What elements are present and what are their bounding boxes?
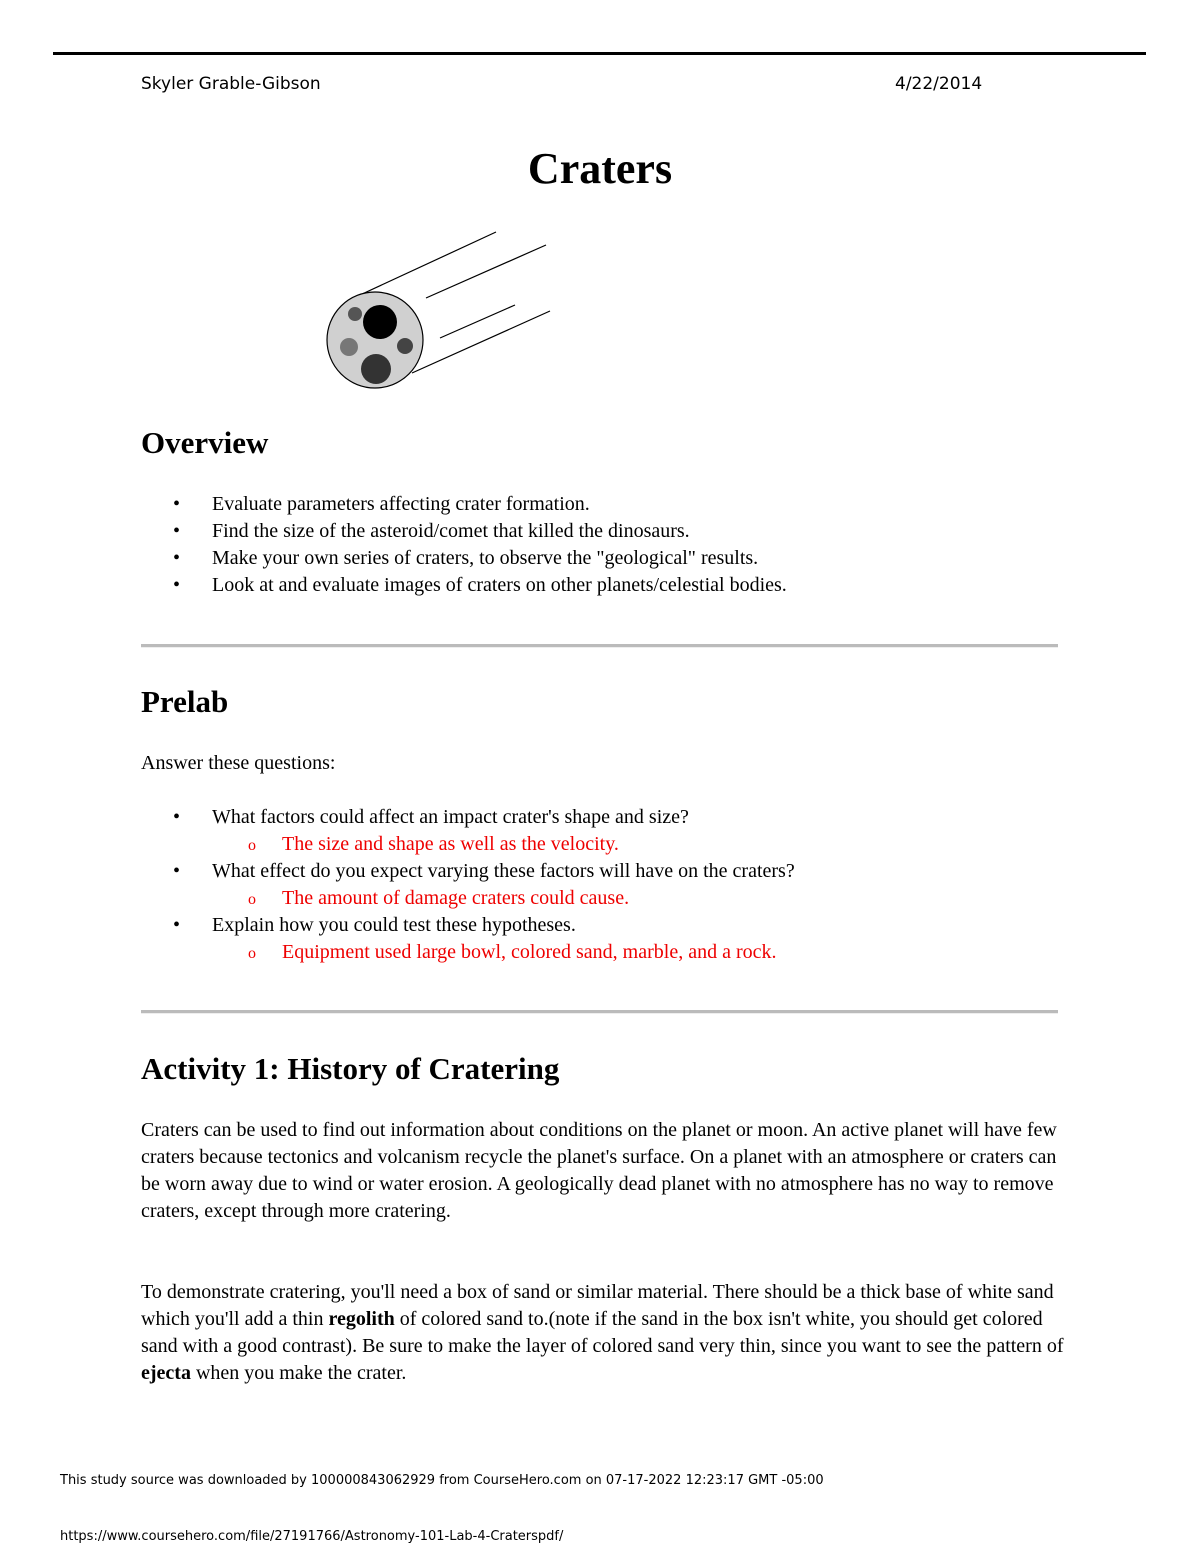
source-url[interactable]: https://www.coursehero.com/file/27191766/Astronomy-101-Lab-4-Craterspdf/ bbox=[60, 1529, 564, 1544]
list-item: • Find the size of the asteroid/comet that killed the dinosaurs. bbox=[141, 518, 787, 545]
list-item: • Evaluate parameters affecting crater formation. bbox=[141, 491, 787, 518]
answer-item: o Equipment used large bowl, colored sand, marble, and a rock. bbox=[141, 939, 776, 966]
document-date: 4/22/2014 bbox=[895, 74, 983, 94]
top-rule bbox=[53, 52, 1146, 55]
regolith-term: regolith bbox=[328, 1308, 395, 1330]
page-title: Craters bbox=[527, 144, 673, 193]
paragraph-text: of colored sand to.(note if the sand in the box isn't white, you should get colored sand with a good contrast). Be sure to make the layer of colored sand very thin, since you want to see the pattern of bbox=[141, 1308, 1064, 1357]
paragraph-text: when you make the crater. bbox=[190, 1362, 407, 1384]
list-item: • Make your own series of craters, to observe the "geological" results. bbox=[141, 545, 787, 572]
section-divider bbox=[141, 1010, 1058, 1014]
activity1-heading: Activity 1: History of Cratering bbox=[141, 1051, 560, 1086]
question-item: • What effect do you expect varying these factors will have on the craters? bbox=[141, 858, 795, 885]
activity1-paragraph-1: Craters can be used to find out information about conditions on the planet or moon. An active planet will have few craters because tectonics and volcanism recycle the planet's surface. On a planet with an atmosphere or craters can be worn away due to wind or water erosion. A geologically dead planet with no atmosphere has no way to remove craters, except through more cratering. bbox=[141, 1119, 1057, 1222]
prelab-answer-1 bbox=[141, 831, 619, 858]
prelab-intro: Answer these questions: bbox=[141, 752, 336, 774]
paragraph-text: To demonstrate cratering, you'll need a box of sand or similar material. There should be a thick base of white sand which you'll add a thin bbox=[141, 1281, 1054, 1330]
answer-item: o The amount of damage craters could cause. bbox=[141, 885, 629, 912]
author-name: Skyler Grable-Gibson bbox=[141, 74, 321, 94]
prelab-question-1 bbox=[141, 804, 689, 831]
overview-heading: Overview bbox=[141, 425, 269, 460]
prelab-answer-3 bbox=[141, 939, 776, 966]
download-notice: This study source was downloaded by 100000843062929 from CourseHero.com on 07-17-2022 12:23:17 GMT -05:00 bbox=[60, 1473, 824, 1488]
ejecta-term: ejecta bbox=[141, 1362, 191, 1384]
prelab-answer-2 bbox=[141, 885, 629, 912]
overview-list bbox=[141, 491, 787, 599]
prelab-question-3 bbox=[141, 912, 576, 939]
question-item: • Explain how you could test these hypotheses. bbox=[141, 912, 576, 939]
question-item: • What factors could affect an impact crater's shape and size? bbox=[141, 804, 689, 831]
prelab-heading: Prelab bbox=[141, 684, 229, 719]
answer-item: o The size and shape as well as the velocity. bbox=[141, 831, 619, 858]
prelab-question-2 bbox=[141, 858, 795, 885]
activity1-paragraph-2 bbox=[141, 1279, 1071, 1387]
section-divider bbox=[141, 644, 1058, 648]
list-item: • Look at and evaluate images of craters on other planets/celestial bodies. bbox=[141, 572, 787, 599]
asteroid-illustration bbox=[320, 225, 560, 395]
